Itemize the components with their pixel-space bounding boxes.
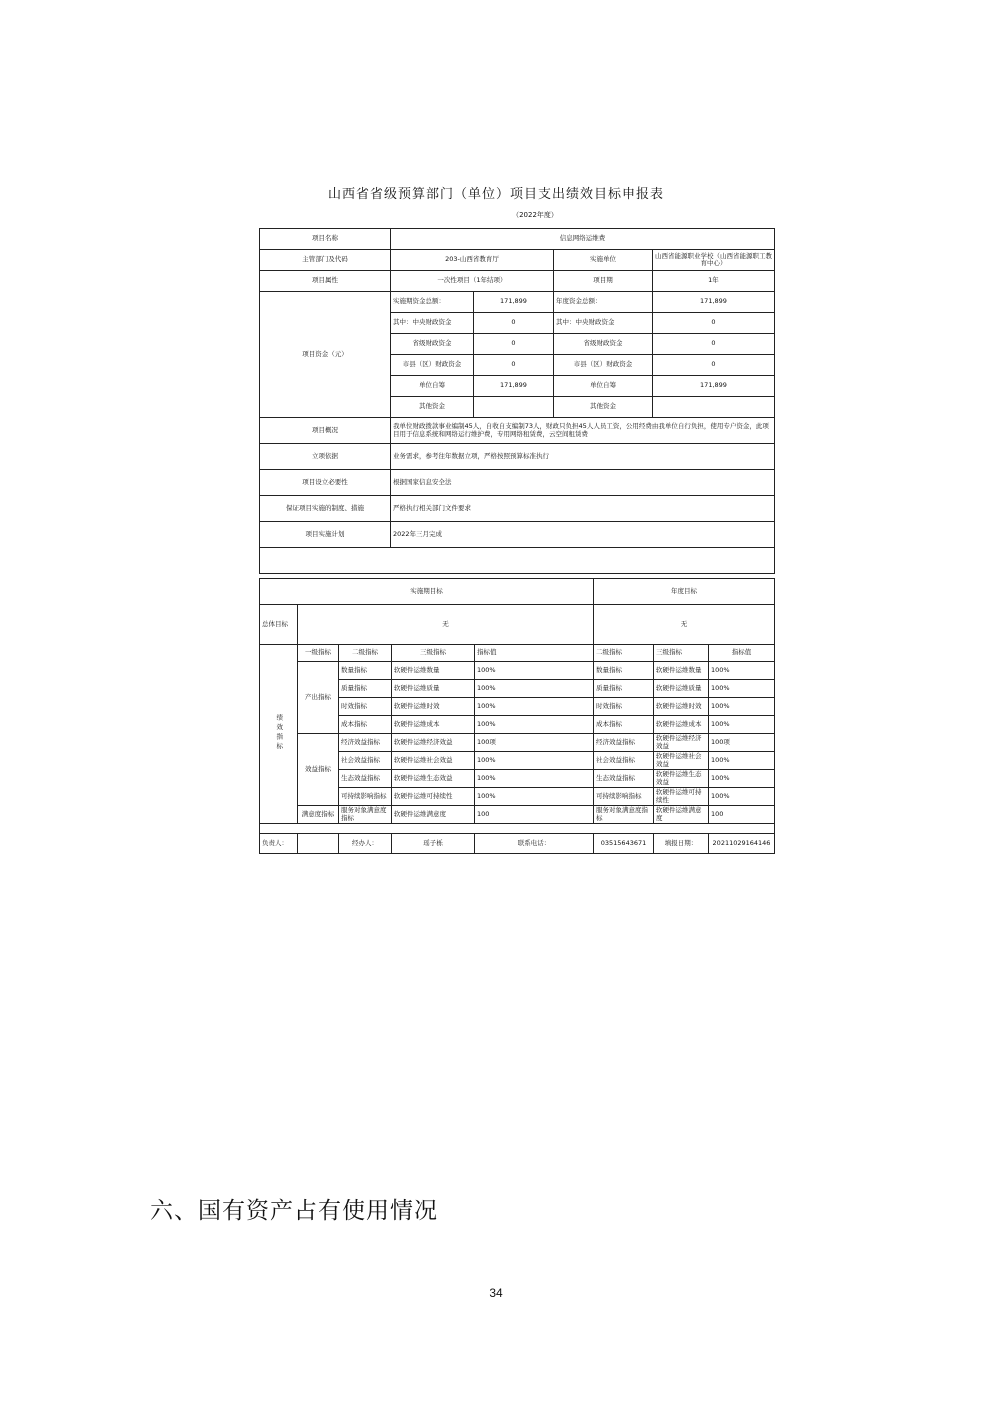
plan-label: 项目实施计划 — [260, 522, 391, 548]
indicator-r2: 成本指标 — [594, 716, 654, 734]
annual-target-header: 年度目标 — [594, 579, 775, 605]
project-name-label: 项目名称 — [260, 229, 391, 250]
spacer-row — [260, 548, 775, 574]
indicator-r3: 软硬件运维质量 — [654, 680, 709, 698]
impl-unit-label: 实施单位 — [554, 250, 653, 271]
indicator-rvalue: 100项 — [709, 734, 775, 752]
phone-value: 03515643671 — [594, 834, 654, 854]
indicator-r3: 软硬件运维数量 — [654, 662, 709, 680]
funds-city-value-annual: 0 — [653, 355, 775, 376]
funds-self-value-annual: 171,899 — [653, 376, 775, 397]
dept-label: 主管部门及代码 — [260, 250, 391, 271]
necessity-value: 根据国家信息安全法 — [391, 470, 775, 496]
funds-province-label-annual: 省级财政资金 — [554, 334, 653, 355]
satisfaction-r3: 软硬件运维满意度 — [654, 806, 709, 824]
indicator-value: 100% — [475, 770, 594, 788]
indicator-l3: 软硬件运维质量 — [392, 680, 475, 698]
indicator-l2: 质量指标 — [339, 680, 392, 698]
form-year: （2022年度） — [512, 211, 558, 219]
dept-value: 203-山西省教育厅 — [391, 250, 554, 271]
funds-central-label: 其中：中央财政资金 — [391, 313, 474, 334]
blank-row — [260, 824, 775, 834]
indicator-value: 100% — [475, 680, 594, 698]
date-value: 20211029164146 — [709, 834, 775, 854]
funds-other-value-annual — [653, 397, 775, 418]
funds-other-label-annual: 其他资金 — [554, 397, 653, 418]
impl-target-header: 实施期目标 — [260, 579, 594, 605]
head-label: 负责人： — [260, 834, 298, 854]
funds-other-label: 其他资金 — [391, 397, 474, 418]
indicator-rvalue: 100% — [709, 788, 775, 806]
plan-value: 2022年三月完成 — [391, 522, 775, 548]
funds-province-label: 省级财政资金 — [391, 334, 474, 355]
measures-label: 保证项目实施的制度、措施 — [260, 496, 391, 522]
funds-province-value: 0 — [474, 334, 554, 355]
satisfaction-l3: 软硬件运维满意度 — [392, 806, 475, 824]
period-value: 1年 — [653, 271, 775, 292]
indicator-r2: 数量指标 — [594, 662, 654, 680]
funds-total-value: 171,899 — [474, 292, 554, 313]
indicator-r3: 软硬件运维生态效益 — [654, 770, 709, 788]
satisfaction-l1: 满意度指标 — [298, 806, 339, 824]
overview-label: 项目概况 — [260, 418, 391, 444]
funds-other-value — [474, 397, 554, 418]
satisfaction-rvalue: 100 — [709, 806, 775, 824]
basis-value: 业务需求，参考往年数据立项，严格按照预算标准执行 — [391, 444, 775, 470]
funds-self-label-annual: 单位自筹 — [554, 376, 653, 397]
project-name-value: 信息网络运维费 — [391, 229, 775, 250]
header-l2: 二级指标 — [339, 645, 392, 662]
indicator-r3: 软硬件运维可持续性 — [654, 788, 709, 806]
section-heading: 六、国有资产占有使用情况 — [150, 1198, 438, 1224]
attr-value: 一次性项目（1年结项） — [391, 271, 554, 292]
indicator-l2: 时效指标 — [339, 698, 392, 716]
indicator-l3: 软硬件运维生态效益 — [392, 770, 475, 788]
indicator-rvalue: 100% — [709, 698, 775, 716]
funds-central-value: 0 — [474, 313, 554, 334]
indicator-l2: 社会效益指标 — [339, 752, 392, 770]
indicator-r2: 时效指标 — [594, 698, 654, 716]
indicator-rvalue: 100% — [709, 662, 775, 680]
funds-total-label: 实施期资金总额： — [391, 292, 474, 313]
indicator-l3: 软硬件运维成本 — [392, 716, 475, 734]
indicator-r3: 软硬件运维时效 — [654, 698, 709, 716]
indicator-value: 100% — [475, 716, 594, 734]
satisfaction-l2: 服务对象满意度指标 — [339, 806, 392, 824]
indicator-l2: 生态效益指标 — [339, 770, 392, 788]
satisfaction-value: 100 — [475, 806, 594, 824]
indicator-l3: 软硬件运维可持续性 — [392, 788, 475, 806]
period-label: 项目期 — [554, 271, 653, 292]
funds-label: 项目资金（元） — [260, 292, 391, 418]
funds-central-label-annual: 其中：中央财政资金 — [554, 313, 653, 334]
indicator-value: 100% — [475, 698, 594, 716]
indicator-rvalue: 100% — [709, 770, 775, 788]
indicator-value: 100% — [475, 662, 594, 680]
funds-self-label: 单位自筹 — [391, 376, 474, 397]
header-r3: 三级指标 — [654, 645, 709, 662]
indicator-l3: 软硬件运维社会效益 — [392, 752, 475, 770]
project-info-table — [259, 228, 775, 574]
indicator-rvalue: 100% — [709, 752, 775, 770]
indicator-r3: 软硬件运维成本 — [654, 716, 709, 734]
funds-annual-value: 171,899 — [653, 292, 775, 313]
targets-table — [259, 578, 775, 854]
impl-overall-target: 无 — [298, 605, 594, 645]
indicator-r2: 生态效益指标 — [594, 770, 654, 788]
indicator-r2: 质量指标 — [594, 680, 654, 698]
header-rv: 指标值 — [709, 645, 775, 662]
indicator-l2: 经济效益指标 — [339, 734, 392, 752]
header-l1: 一级指标 — [298, 645, 339, 662]
funds-city-value: 0 — [474, 355, 554, 376]
funds-city-label-annual: 市县（区）财政资金 — [554, 355, 653, 376]
indicator-r3: 软硬件运维社会效益 — [654, 752, 709, 770]
perf-indicator-label: 绩效指标 — [260, 645, 298, 824]
header-l3: 三级指标 — [392, 645, 475, 662]
benefit-indicator-label: 效益指标 — [298, 734, 339, 806]
indicator-value: 100% — [475, 788, 594, 806]
funds-city-label: 市县（区）财政资金 — [391, 355, 474, 376]
funds-province-value-annual: 0 — [653, 334, 775, 355]
header-lv: 指标值 — [475, 645, 594, 662]
indicator-l2: 成本指标 — [339, 716, 392, 734]
funds-annual-label: 年度资金总额： — [554, 292, 653, 313]
handler-value: 瑶子栎 — [392, 834, 475, 854]
form-title: 山西省省级预算部门（单位）项目支出绩效目标申报表 — [327, 187, 664, 202]
impl-unit-value: 山西省能源职业学校（山西省能源职工教育中心） — [653, 250, 775, 271]
output-indicator-label: 产出指标 — [298, 662, 339, 734]
overall-target-label: 总体目标 — [260, 605, 298, 645]
indicator-r2: 可持续影响指标 — [594, 788, 654, 806]
indicator-l3: 软硬件运维数量 — [392, 662, 475, 680]
overview-value: 我单位财政拨款事业编制45人，自收自支编制73人，财政只负担45人人员工资，公用经费由我单位自行负担，使用专户资金，此项目用于信息系统和网络运行维护费，专用网络租赁费，云空间租赁费 — [391, 418, 775, 444]
indicator-r2: 社会效益指标 — [594, 752, 654, 770]
indicator-r3: 软硬件运维经济效益 — [654, 734, 709, 752]
indicator-l3: 软硬件运维经济效益 — [392, 734, 475, 752]
attr-label: 项目属性 — [260, 271, 391, 292]
indicator-l2: 可持续影响指标 — [339, 788, 392, 806]
indicator-rvalue: 100% — [709, 716, 775, 734]
date-label: 填报日期： — [654, 834, 709, 854]
indicator-value: 100项 — [475, 734, 594, 752]
indicator-r2: 经济效益指标 — [594, 734, 654, 752]
satisfaction-r2: 服务对象满意度指标 — [594, 806, 654, 824]
header-r2: 二级指标 — [594, 645, 654, 662]
funds-self-value: 171,899 — [474, 376, 554, 397]
indicator-value: 100% — [475, 752, 594, 770]
funds-central-value-annual: 0 — [653, 313, 775, 334]
indicator-l3: 软硬件运维时效 — [392, 698, 475, 716]
page-number: 34 — [489, 1286, 503, 1300]
phone-label: 联系电话： — [475, 834, 594, 854]
basis-label: 立项依据 — [260, 444, 391, 470]
indicator-rvalue: 100% — [709, 680, 775, 698]
handler-label: 经办人： — [339, 834, 392, 854]
measures-value: 严格执行相关部门文件要求 — [391, 496, 775, 522]
annual-overall-target: 无 — [594, 605, 775, 645]
necessity-label: 项目设立必要性 — [260, 470, 391, 496]
indicator-l2: 数量指标 — [339, 662, 392, 680]
head-value — [298, 834, 339, 854]
